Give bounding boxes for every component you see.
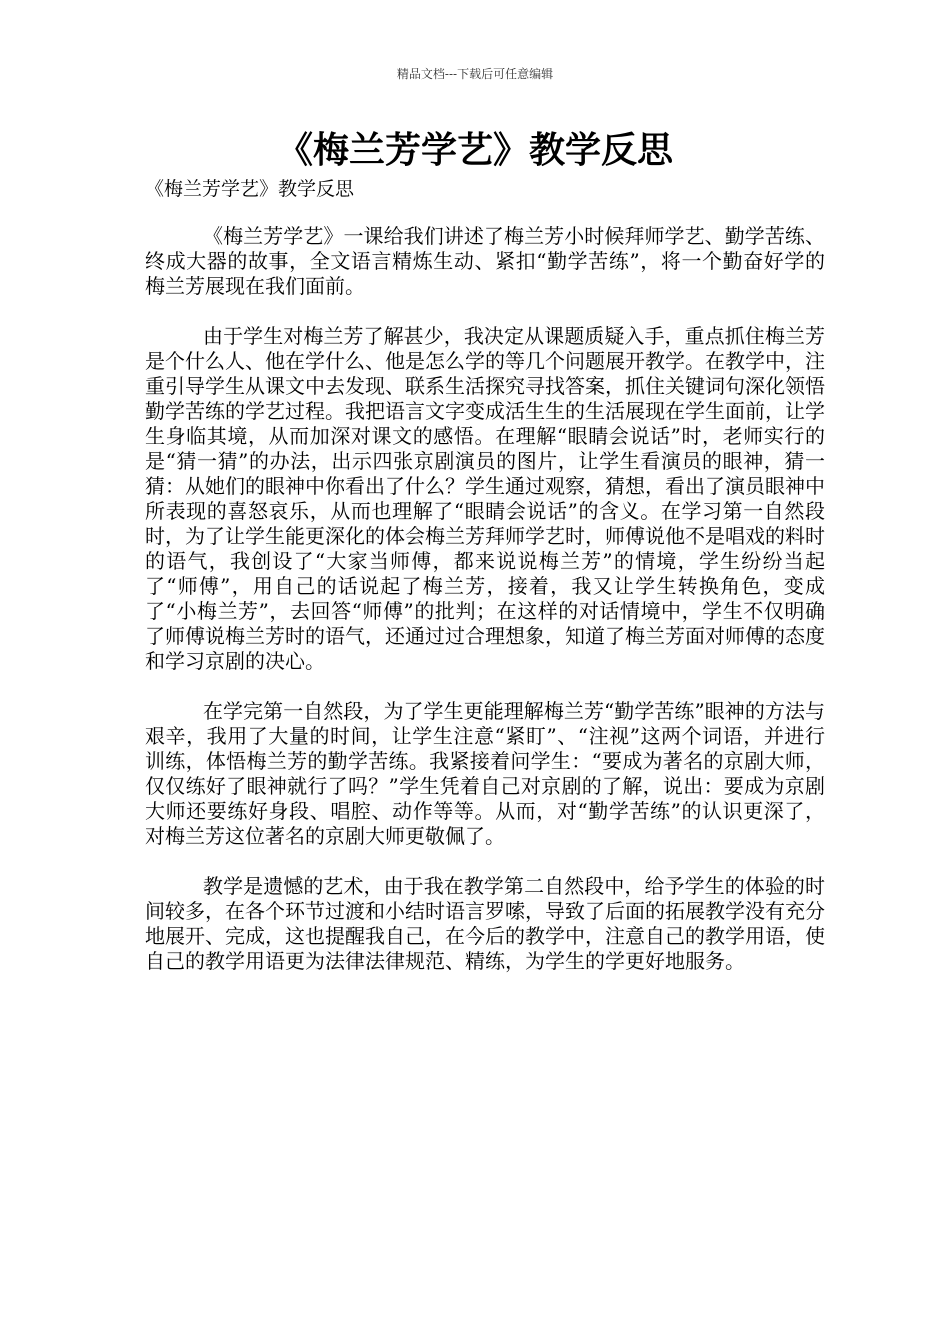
document-subtitle: 《梅兰芳学艺》教学反思: [145, 178, 355, 200]
document-title: 《梅兰芳学艺》教学反思: [276, 129, 673, 171]
paragraph-1: 《梅兰芳学艺》一课给我们讲述了梅兰芳小时候拜师学艺、勤学苦练、终成大器的故事，全文语言精炼生动、紧扣“勤学苦练”，将一个勤奋好学的梅兰芳展现在我们面前。: [145, 224, 825, 298]
paragraph-3: 在学完第一自然段，为了学生更能理解梅兰芳“勤学苦练”眼神的方法与艰辛，我用了大量的时间，让学生注意“紧盯”、“注视”这两个词语，并进行训练，体悟梅兰芳的勤学苦练。我紧接着问学生：“要成为著名的京剧大师，仅仅练好了眼神就行了吗？”学生凭着自己对京剧的了解，说出：要成为京剧大师还要练好身段、唱腔、动作等等。从而，对“勤学苦练”的认识更深了，对梅兰芳这位著名的京剧大师更敬佩了。: [145, 699, 825, 848]
paragraph-2: 由于学生对梅兰芳了解甚少，我决定从课题质疑入手，重点抓住梅兰芳是个什么人、他在学什么、他是怎么学的等几个问题展开教学。在教学中，注重引导学生从课文中去发现、联系生活探究寻找答案，抓住关键词句深化领悟勤学苦练的学艺过程。我把语言文字变成活生生的生活展现在学生面前，让学生身临其境，从而加深对课文的感悟。在理解“眼睛会说话”时，老师实行的是“猜一猜”的办法，出示四张京剧演员的图片，让学生看演员的眼神，猜一猜：从她们的眼神中你看出了什么？学生通过观察，猜想，看出了演员眼神中所表现的喜怒哀乐，从而也理解了“眼睛会说话”的含义。在学习第一自然段时，为了让学生能更深化的体会梅兰芳拜师学艺时，师傅说他不是唱戏的料时的语气，我创设了“大家当师傅，都来说说梅兰芳”的情境，学生纷纷当起了“师傅”，用自己的话说起了梅兰芳，接着，我又让学生转换角色，变成了“小梅兰芳”，去回答“师傅”的批判；在这样的对话情境中，学生不仅明确了师傅说梅兰芳时的语气，还通过过合理想象，知道了梅兰芳面对师傅的态度和学习京剧的决心。: [145, 324, 825, 673]
header-note: 精品文档---下载后可任意编辑: [396, 67, 554, 81]
document-body: [145, 224, 825, 999]
paragraph-4: 教学是遗憾的艺术，由于我在教学第二自然段中，给予学生的体验的时间较多，在各个环节过渡和小结时语言罗嗦，导致了后面的拓展教学没有充分地展开、完成，这也提醒我自己，在今后的教学中，注意自己的教学用语，使自己的教学用语更为法律法律规范、精练，为学生的学更好地服务。: [145, 874, 825, 973]
